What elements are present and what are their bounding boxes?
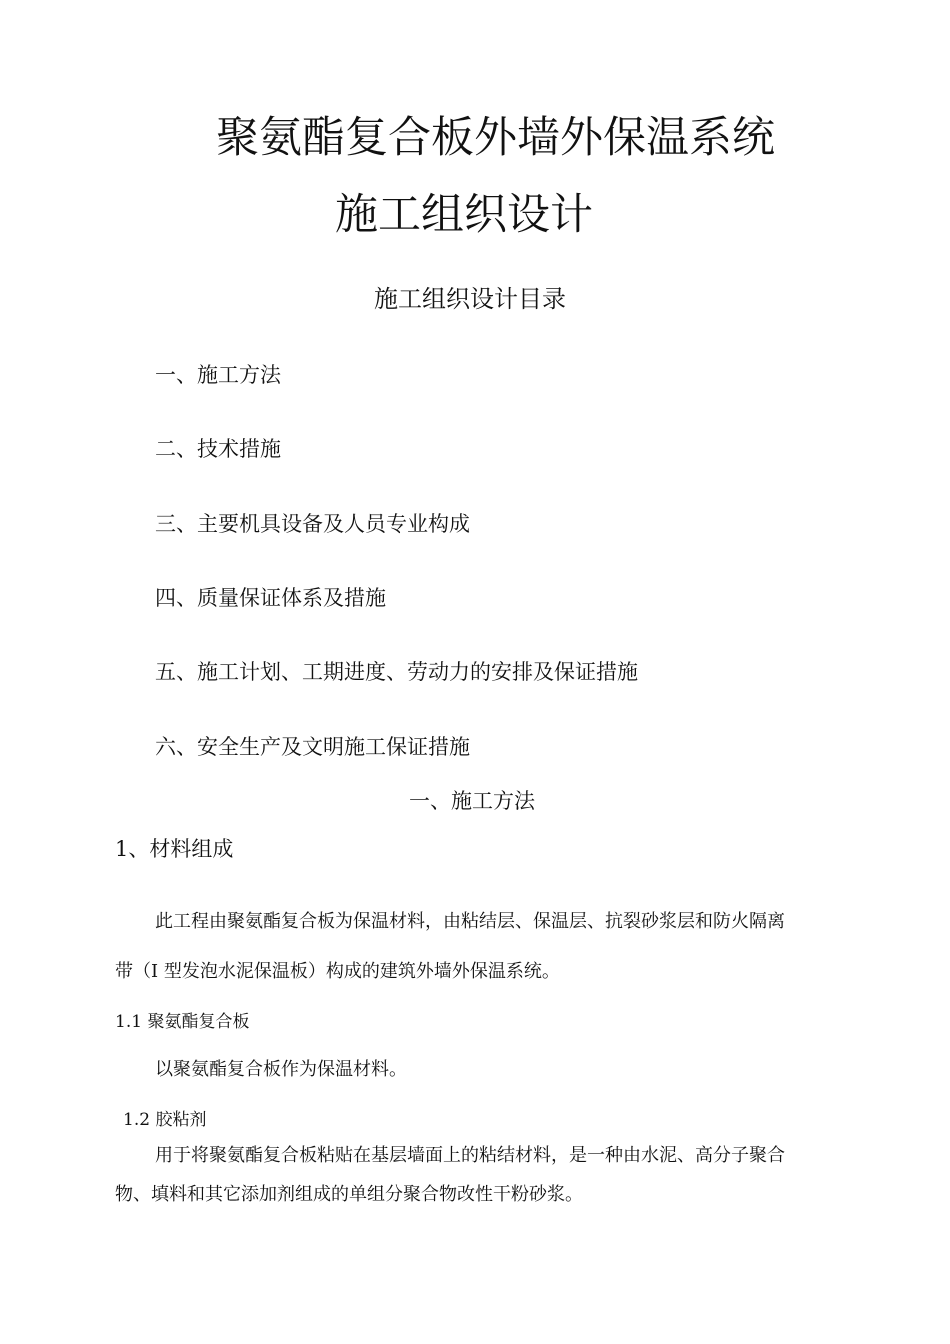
toc-item: 六、安全生产及文明施工保证措施: [155, 735, 470, 759]
paragraph-line: 带（I 型发泡水泥保温板）构成的建筑外墙外保温系统。: [115, 961, 560, 982]
item-heading: 1.2 胶粘剂: [123, 1110, 207, 1130]
item-text: 以聚氨酯复合板作为保温材料。: [155, 1059, 407, 1080]
toc-item: 二、技术措施: [155, 437, 281, 461]
paragraph-line: 物、填料和其它添加剂组成的单组分聚合物改性干粉砂浆。: [115, 1184, 583, 1205]
section-heading: 一、施工方法: [409, 789, 535, 813]
subsection-heading: 1、材料组成: [115, 837, 234, 861]
document-title-line1: 聚氨酯复合板外墙外保温系统: [216, 113, 775, 163]
item-heading: 1.1 聚氨酯复合板: [115, 1012, 250, 1032]
paragraph-line: 此工程由聚氨酯复合板为保温材料，由粘结层、保温层、抗裂砂浆层和防火隔离: [155, 911, 785, 932]
paragraph-line: 用于将聚氨酯复合板粘贴在基层墙面上的粘结材料，是一种由水泥、高分子聚合: [155, 1145, 785, 1166]
toc-item: 一、施工方法: [155, 363, 281, 387]
document-title-line2: 施工组织设计: [335, 190, 593, 240]
toc-item: 三、主要机具设备及人员专业构成: [155, 512, 470, 536]
toc-title: 施工组织设计目录: [374, 285, 566, 313]
toc-item: 五、施工计划、工期进度、劳动力的安排及保证措施: [155, 660, 638, 684]
toc-item: 四、质量保证体系及措施: [155, 586, 386, 610]
